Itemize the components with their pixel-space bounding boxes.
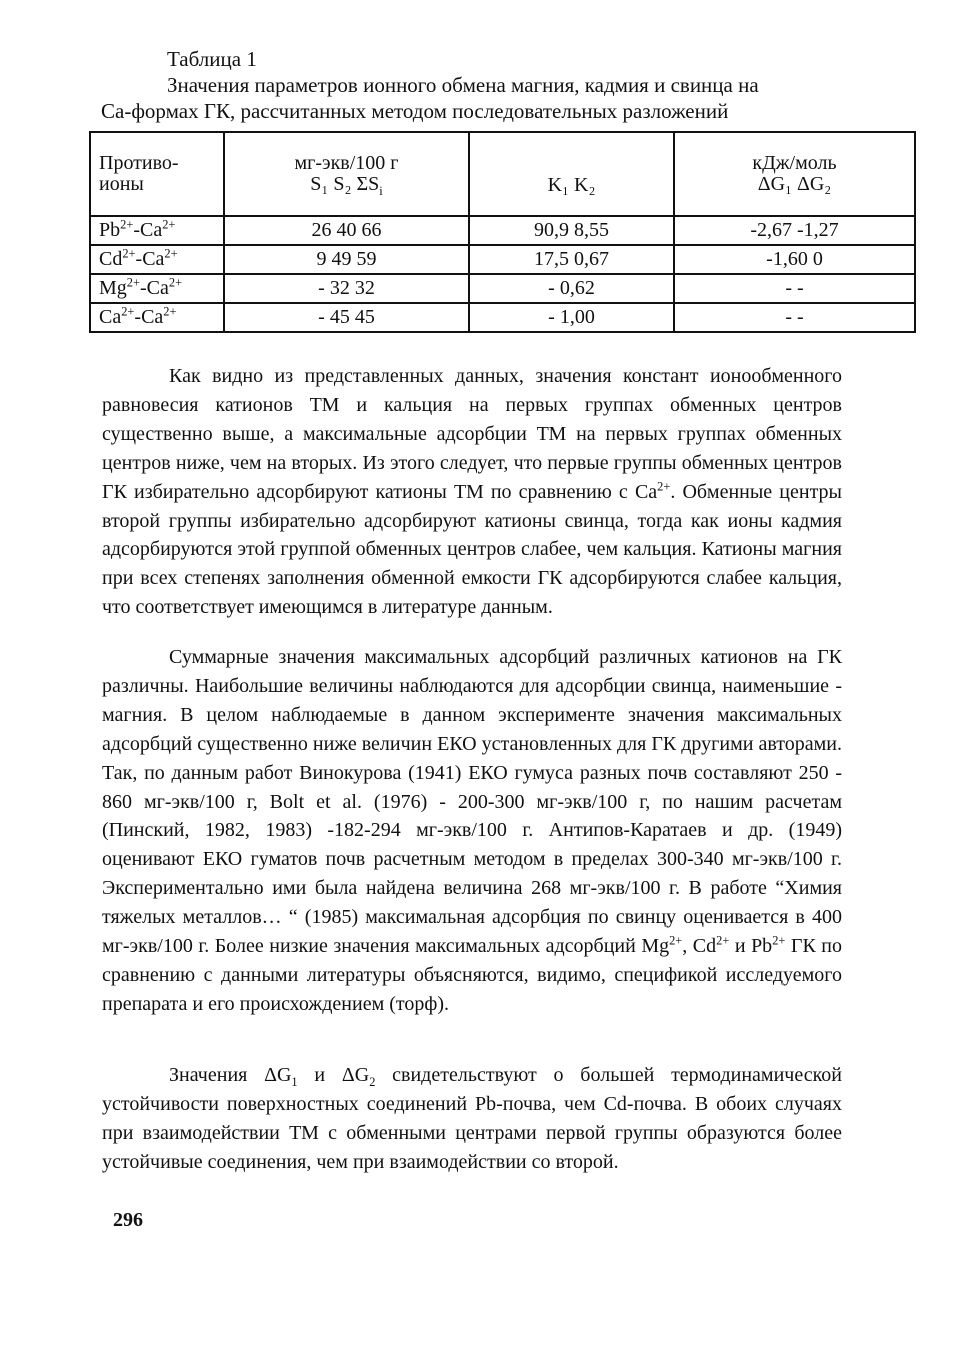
paragraph-3-sub-1: 1 [291, 1075, 298, 1089]
cell-g: -1,60 0 [674, 245, 915, 274]
cell-s: - 32 32 [224, 274, 469, 303]
header-adsorption-line1: мг-экв/100 г [294, 152, 399, 174]
paragraph-1 [102, 362, 842, 622]
table-row [90, 245, 915, 274]
cell-g: -2,67 -1,27 [674, 216, 915, 245]
header-counterions [90, 132, 224, 216]
cell-k: 17,5 0,67 [469, 245, 674, 274]
paragraph-2-sup-1: 2+ [669, 933, 683, 948]
cell-k: 90,9 8,55 [469, 216, 674, 245]
table-row [90, 303, 915, 332]
cell-ion: $Mg^{2+}-Ca^{2+}$ [90, 274, 224, 303]
header-adsorption [224, 132, 469, 216]
page-number: 296 [113, 1209, 143, 1231]
paragraph-1-text-b: . Обменные центры второй группы избирательно адсорбируют катионы свинца, тогда как ионы кадмия адсорбируются этой группой обменных центров слабее, чем кальция. Катионы магния при всех степенях заполнения обменной емкости ГК адсорбируются слабее кальция, что соответствует имеющимся в литературе данным. [102, 480, 842, 619]
header-energy-line2: ΔG₁ ΔG₂ [757, 173, 832, 195]
paragraph-3 [102, 1061, 842, 1177]
cell-ion: $Pb^{2+}-Ca^{2+}$ [90, 216, 224, 245]
paragraph-2-text-b: , Cd [682, 935, 717, 958]
paragraph-2-text-a: Суммарные значения максимальных адсорбций различных катионов на ГК различны. Наибольшие величины наблюдаются для адсорбции свинца, наименьшие - магния. В целом наблюдаемые в данном эксперименте значения максимальных адсорбций существенно ниже величин ЕКО установленных для ГК другими авторами. Так, по данным работ Винокурова (1941) ЕКО гумуса разных почв составляют 250 - 860 мг-экв/100 г, Bolt et al. (1976) - 200-300 мг-экв/100 г, по нашим расчетам (Пинский, 1982, 1983) -182-294 мг-экв/100 г. Антипов-Каратаев и др. (1949) оценивают ЕКО гуматов почв расчетным методом в пределах 300-340 мг-экв/100 г. Экспериментально ими была найдена величина 268 мг-экв/100 г. В работе “Химия тяжелых металлов… “ (1985) максимальная адсорбция по свинцу оценивается в 400 мг-экв/100 г. Более низкие значения максимальных адсорбций Mg [102, 646, 842, 958]
header-constants-line: K₁ K₂ [547, 173, 596, 196]
table-row [90, 274, 915, 303]
table-row [90, 216, 915, 245]
cell-ion: $Ca^{2+}-Ca^{2+}$ [90, 303, 224, 332]
paragraph-2-sup-3: 2+ [772, 933, 786, 948]
table-label: Таблица 1 [167, 47, 257, 71]
table-caption-line-1: Значения параметров ионного обмена магния, кадмия и свинца на [167, 73, 759, 97]
paragraph-2 [102, 643, 842, 1019]
table-header-row [90, 132, 915, 216]
cell-g: - - [674, 303, 915, 332]
cell-s: 26 40 66 [224, 216, 469, 245]
header-adsorption-line2: S₁ S₂ $\Sigma S_i$ [310, 173, 383, 198]
header-energy-line1: кДж/моль [752, 152, 837, 174]
paragraph-2-text-c: и Pb [729, 935, 773, 958]
header-energy [674, 132, 915, 216]
cell-g: - - [674, 274, 915, 303]
paragraph-1-sup: 2+ [657, 478, 671, 493]
paragraph-2-sup-2: 2+ [716, 933, 730, 948]
header-counterions-line1: Противо- [99, 152, 179, 174]
data-table [89, 131, 916, 333]
paragraph-2-text-d: ГК по сравнению с данными литературы объясняются, видимо, спецификой исследуемого препарата и его происхождением (торф). [102, 935, 842, 1015]
header-counterions-line2: ионы [99, 173, 144, 195]
paragraph-3-text-b: и ΔG [297, 1064, 370, 1086]
table-caption-line-2: Са-формах ГК, рассчитанных методом последовательных разложений [101, 99, 729, 123]
paragraph-3-text-a: Значения ΔG [169, 1064, 292, 1086]
header-adsorption-symbols: S₁ S₂ ΣS [310, 173, 380, 195]
cell-k: - 0,62 [469, 274, 674, 303]
header-constants [469, 132, 674, 216]
cell-s: - 45 45 [224, 303, 469, 332]
paragraph-1-text-a: Как видно из представленных данных, значения констант ионообменного равновесия катионов ТМ и кальция на первых группах обменных центров существенно выше, а максимальные адсорбции ТМ на первых группах обменных центров ниже, чем на вторых. Из этого следует, что первые группы обменных центров ГК избирательно адсорбируют катионы ТМ по сравнению с Ca [102, 365, 842, 503]
paragraph-3-sub-2: 2 [369, 1075, 376, 1089]
cell-s: 9 49 59 [224, 245, 469, 274]
cell-ion: $Cd^{2+}-Ca^{2+}$ [90, 245, 224, 274]
cell-k: - 1,00 [469, 303, 674, 332]
paragraph-3-text-c: свидетельствуют о большей термодинамической устойчивости поверхностных соединений Pb-почва, чем Cd-почва. В обоих случаях при взаимодействии ТМ с обменными центрами первой группы образуются более устойчивые соединения, чем при взаимодействии со второй. [102, 1064, 842, 1173]
